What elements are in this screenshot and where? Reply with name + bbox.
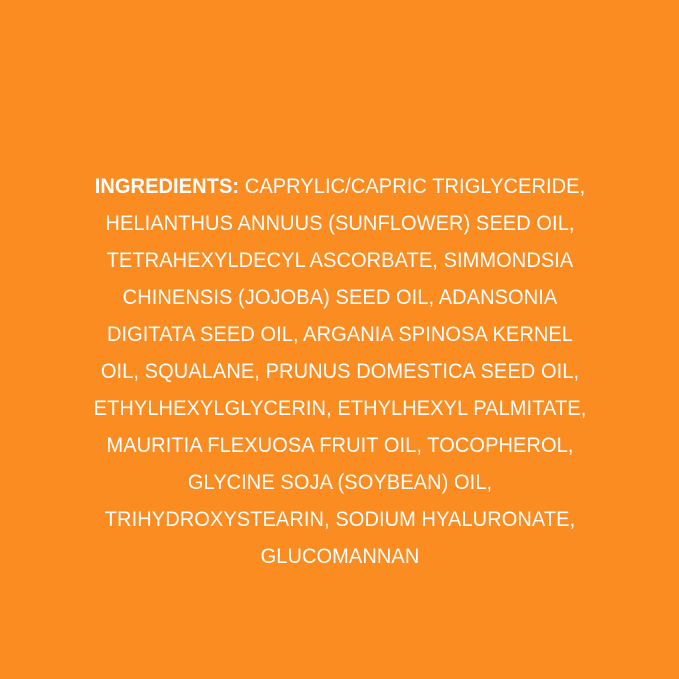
ingredients-heading: INGREDIENTS [94,174,232,198]
ingredients-separator: : [231,174,245,198]
ingredients-list-text: CAPRYLIC/CAPRIC TRIGLYCERIDE, HELIANTHUS ANNUUS (SUNFLOWER) SEED OIL, TETRAHEXYLDECYL ASCORBATE, SIMMONDSIA CHINENSIS (JOJOBA) SEED OIL, ADANSONIA DIGITATA SEED OIL, ARGANIA SPINOSA KERNEL OIL, SQUALANE, PRUNUS DOMESTICA SEED OIL, ETHYLHEXYLGLYCERIN, ETHYLHEXYL PALMITATE, MAURITIA FLEXUOSA FRUIT OIL, TOCOPHEROL, GLYCINE SOJA (SOYBEAN) OIL, TRIHYDROXYSTEARIN, SODIUM HYALURONATE, GLUCOMANNAN [93,174,586,568]
ingredients-paragraph [88,168,590,575]
